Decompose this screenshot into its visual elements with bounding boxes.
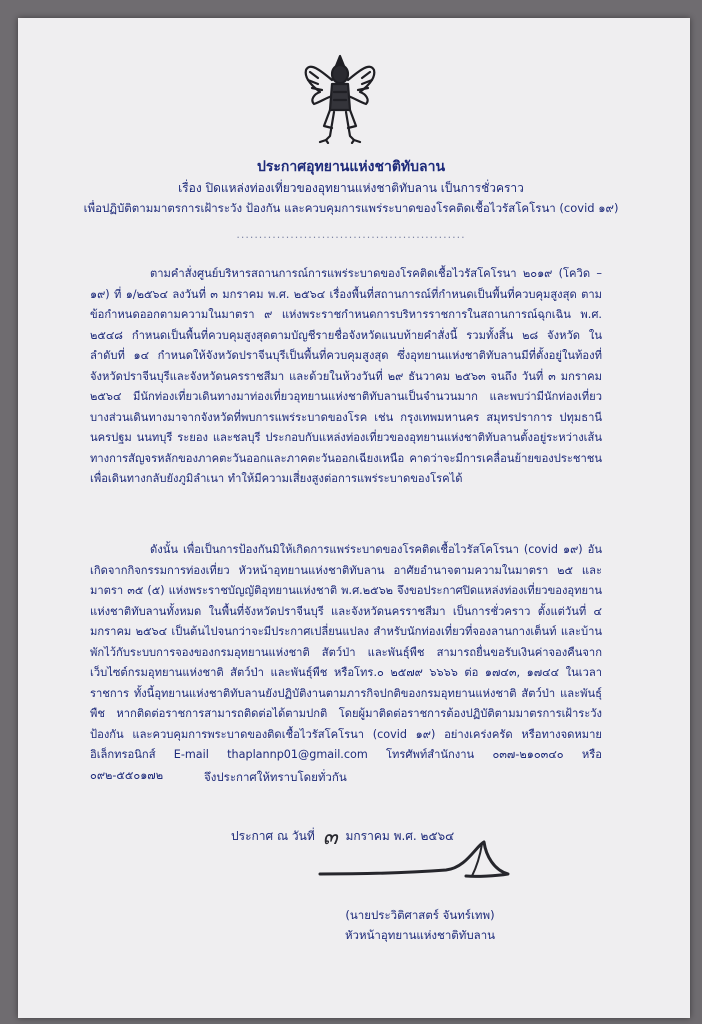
given-day-handwritten: ๓ (322, 825, 338, 850)
separator: ................................................... (236, 228, 466, 241)
body-paragraph-1 (90, 264, 602, 490)
body-paragraph-2 (90, 540, 602, 786)
subject-line-continued: เพื่อปฏิบัติตามมาตรการเฝ้าระวัง ป้องกัน และควบคุมการแพร่ระบาดของโรคติดเชื้อไวรัสโคโรนา (covid ๑๙) (83, 201, 619, 215)
notice-line: จึงประกาศให้ทราบโดยทั่วกัน (204, 770, 347, 784)
paragraph-text: ดังนั้น เพื่อเป็นการป้องกันมิให้เกิดการแพร่ระบาดของโรคติดเชื้อไวรัสโคโรนา (covid ๑๙) อันเกิดจากกิจกรรมการท่องเที่ยว หัวหน้าอุทยานแห่งชาติทับลาน อาศัยอำนาจตามความในมาตรา ๒๕ และมาตรา ๓๕ (๕) แห่งพระราชบัญญัติอุทยานแห่งชาติ พ.ศ.๒๕๖๒ จึงขอประกาศปิดแหล่งท่องเที่ยวของอุทยานแห่งชาติทับลานทั้งหมด ในพื้นที่จังหวัดปราจีนบุรี และจังหวัดนครราชสีมา เป็นการชั่วคราว ตั้งแต่วันที่ ๔ มกราคม ๒๕๖๔ เป็นต้นไปจนกว่าจะมีประกาศเปลี่ยนแปลง สำหรับนักท่องเที่ยวที่จองลานกางเต็นท์ และบ้านพักไว้กับระบบการจองของกรมอุทยานแห่งชาติ สัตว์ป่า และพันธุ์พืช สามารถยื่นขอรับเงินค่าจองคืนจากเว็บไซต์กรมอุทยานแห่งชาติ สัตว์ป่า และพันธุ์พืช หรือโทร.๐ ๒๕๗๙ ๖๖๖๖ ต่อ ๑๗๔๓, ๑๗๔๔ ในเวลาราชการ ทั้งนี้อุทยานแห่งชาติทับลานยังปฏิบัติงานตามภารกิจปกติของกรมอุทยานแห่งชาติ สัตว์ป่า และพันธุ์พืช หากติดต่อราชการสามารถติดต่อได้ตามปกติ โดยผู้มาติดต่อราชการต้องปฏิบัติตามมาตรการเฝ้าระวัง ป้องกัน และควบคุมการพระบาดของติดเชื้อไวรัสโคโรนา (covid ๑๙) อย่างเคร่งครัด หรือทางจดหมายอิเล็กทรอนิกส์ E-mail thaplannp01@gmail.com โทรศัพท์สำนักงาน ๐๓๗-๒๑๐๓๔๐ หรือ ๐๙๒-๕๕๐๑๗๒ (90, 543, 602, 782)
signer-block (290, 905, 550, 945)
signer-title: หัวหน้าอุทยานแห่งชาติทับลาน (344, 928, 496, 942)
signature-mark (316, 840, 526, 888)
garuda-emblem-icon (300, 52, 380, 144)
given-month-year: มกราคม พ.ศ. ๒๕๖๔ (345, 829, 455, 843)
signer-name: (นายประวิติศาสตร์ จันทร์เทพ) (345, 908, 495, 922)
paragraph-text: ตามคำสั่งศูนย์บริหารสถานการณ์การแพร่ระบาดของโรคติดเชื้อไวรัสโคโรนา ๒๐๑๙ (โควิด – ๑๙) ที่ ๑/๒๕๖๔ ลงวันที่ ๓ มกราคม พ.ศ. ๒๕๖๔ เรื่องพื้นที่สถานการณ์ที่กำหนดเป็นพื้นที่ควบคุมสูงสุด ตามข้อกำหนดออกตามความในมาตรา ๙ แห่งพระราชกำหนดการบริหารราชการในสถานการณ์ฉุกเฉิน พ.ศ. ๒๕๔๘ กำหนดเป็นพื้นที่ควบคุมสูงสุดตามบัญชีรายชื่อจังหวัดแนบท้ายคำสั่งนี้ รวมทั้งสิ้น ๒๘ จังหวัด ในลำดับที่ ๑๔ กำหนดให้จังหวัดปราจีนบุรีเป็นพื้นที่ควบคุมสูงสุด ซึ่งอุทยานแห่งชาติทับลานมีที่ตั้งอยู่ในท้องที่จังหวัดปราจีนบุรีและจังหวัดนครราชสีมา และด้วยในห้วงวันที่ ๒๙ ธันวาคม ๒๕๖๓ จนถึง วันที่ ๓ มกราคม ๒๕๖๔ มีนักท่องเที่ยวเดินทางมาท่องเที่ยวอุทยานแห่งชาติทับลานเป็นจำนวนมาก และพบว่ามีนักท่องเที่ยวบางส่วนเดินทางมาจากจังหวัดที่พบการแพร่ระบาดของโรค เช่น กรุงเทพมหานคร สมุทรปราการ ปทุมธานี นครปฐม นนทบุรี ระยอง และชลบุรี ประกอบกับแหล่งท่องเที่ยวของอุทยานแห่งชาติทับลานตั้งอยู่ระหว่างเส้นทางการสัญจรหลักของภาคตะวันออกและภาคตะวันออกเฉียงเหนือ คาดว่าจะมีการเคลื่อนย้ายของประชาชนเพื่อเดินทางกลับยังภูมิลำเนา ทำให้มีความเสี่ยงสูงต่อการแพร่ระบาดของโรคได้ (90, 267, 602, 485)
announcement-heading: ประกาศอุทยานแห่งชาติทับลาน (256, 159, 446, 175)
given-prefix: ประกาศ ณ วันที่ (231, 829, 315, 843)
subject-line: เรื่อง ปิดแหล่งท่องเที่ยวของอุทยานแห่งชาติทับลาน เป็นการชั่วคราว (178, 181, 524, 195)
